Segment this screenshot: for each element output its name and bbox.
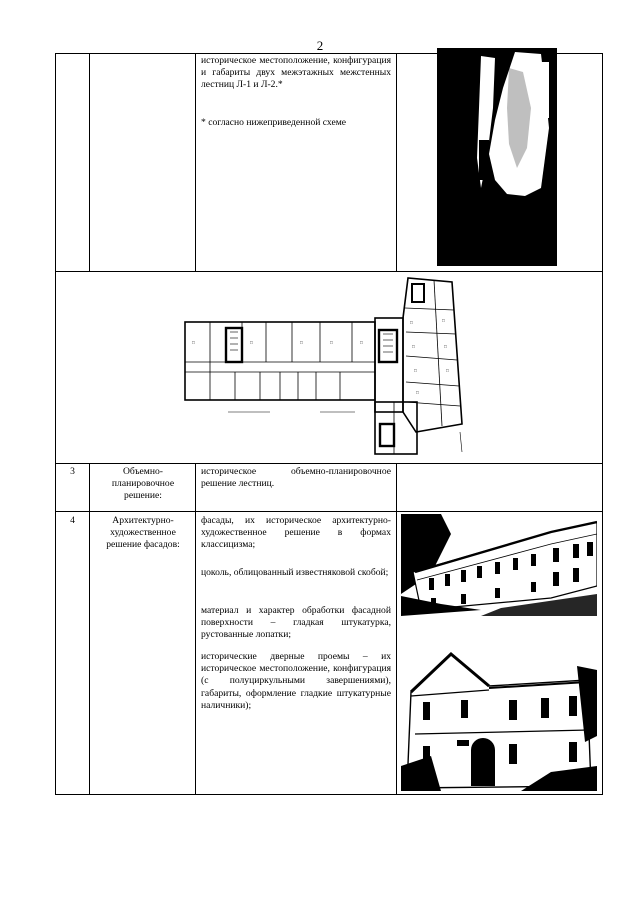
facade-photo-wing [401,514,597,616]
svg-text:□: □ [192,340,195,345]
svg-text:□: □ [300,340,303,345]
svg-text:□: □ [330,340,333,345]
row4-name: Архитектурно-художественное решение фасадов: [106,515,180,551]
row3-name: Объемно-планировочное решение: [111,466,175,502]
svg-text:□: □ [412,344,415,349]
row4-doorways: исторические дверные проемы – их историческое местоположение, конфигурация (с полуциркульными завершениями), габариты, оформление гладкие штукатурные наличники); [201,651,391,711]
page-number: 2 [316,38,324,53]
row3-number: 3 [70,466,75,477]
row4-number: 4 [70,515,75,526]
row3-description: историческое объемно-планировочное решение лестниц. [201,466,391,490]
stairs-footnote: * согласно нижеприведенной схеме [201,117,347,128]
svg-text:□: □ [444,344,447,349]
stairs-description: историческое местоположение, конфигурация и габариты двух межэтажных межстенных лестниц Л-1 и Л-2.* [201,55,391,91]
staircase-photo [437,48,557,266]
svg-text:□: □ [414,368,417,373]
svg-text:□: □ [410,320,413,325]
svg-text:□: □ [446,368,449,373]
svg-text:□: □ [442,318,445,323]
svg-text:□: □ [250,340,253,345]
row4-plinth: цоколь, облицованный известняковой скобой; [201,567,389,578]
floor-plan [180,274,465,460]
svg-text:□: □ [416,390,419,395]
row4-surface: материал и характер обработки фасадной поверхности – гладкая штукатурка, рустованные лопатки; [201,605,391,641]
row4-facades: фасады, их историческое архитектурно-художественное решение в формах классицизма; [201,515,391,551]
svg-text:□: □ [360,340,363,345]
facade-photo-entrance [401,646,597,791]
